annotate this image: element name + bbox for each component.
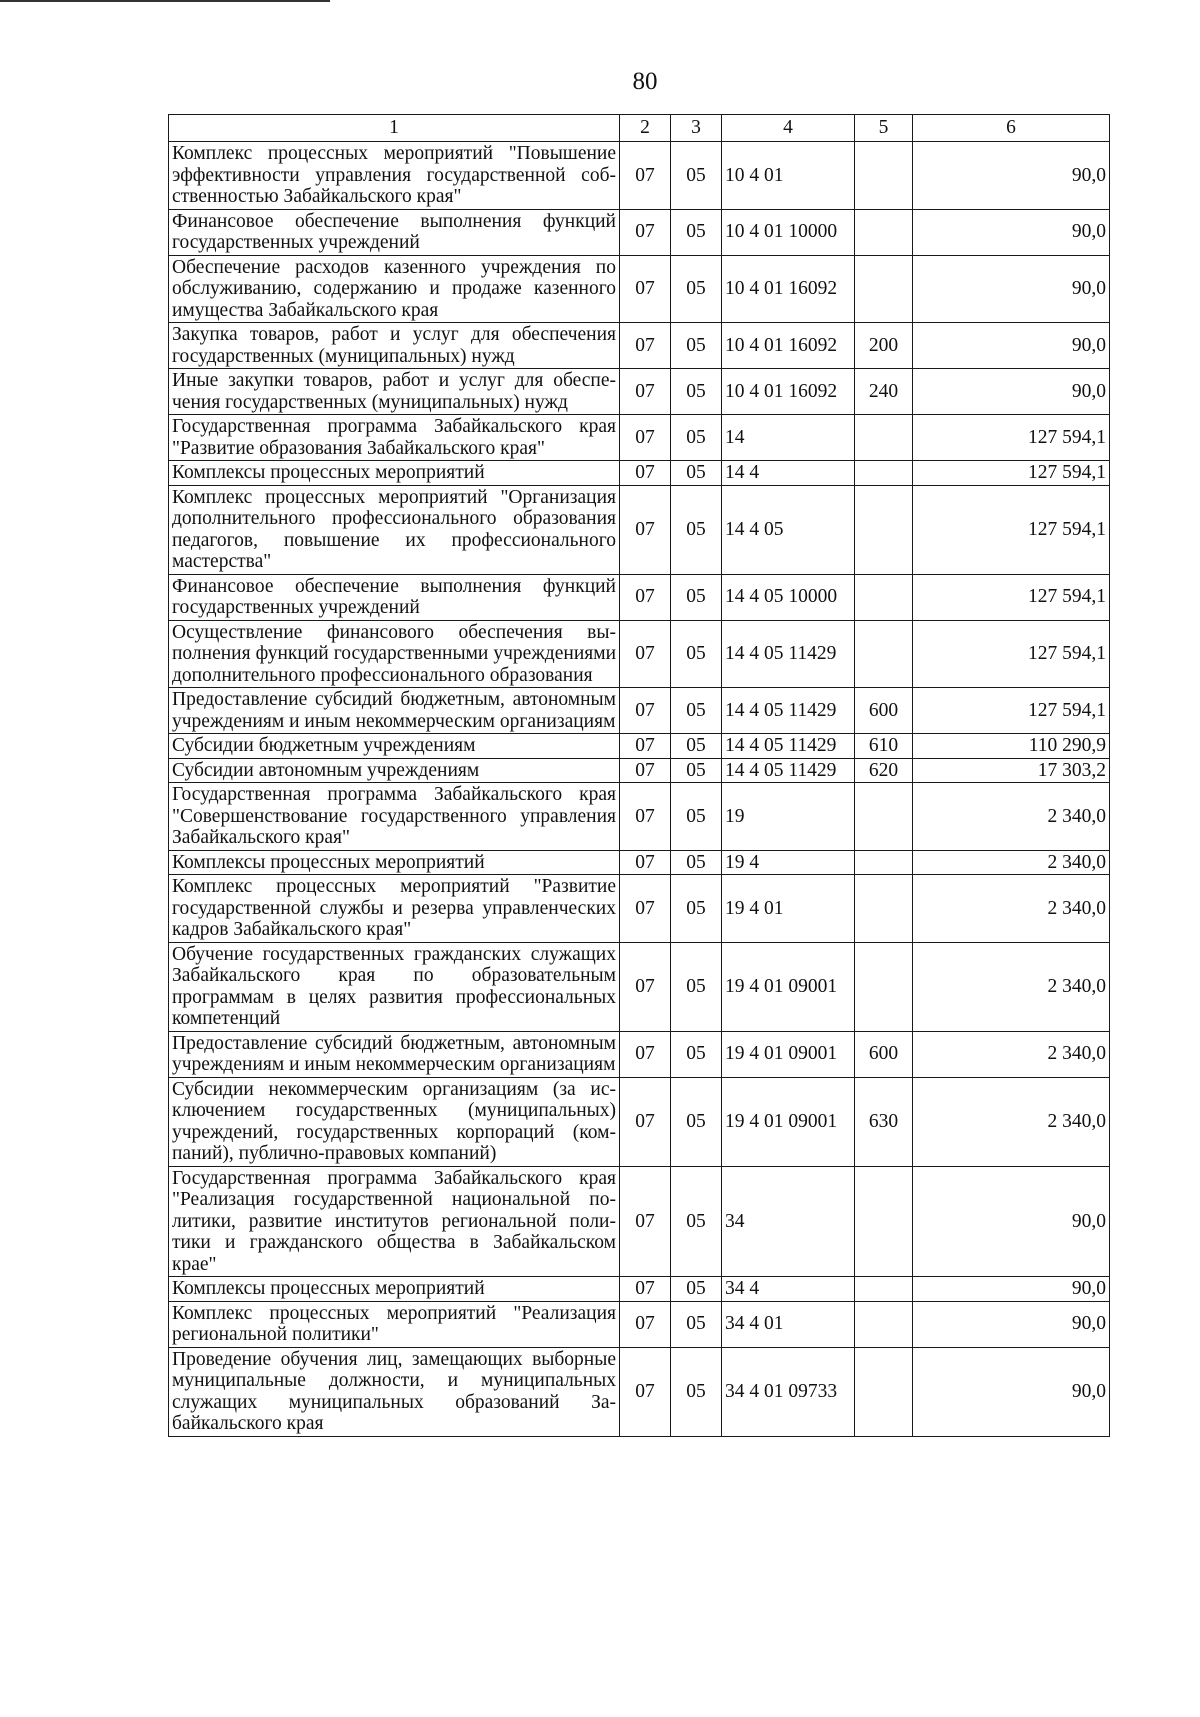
cell-target-article: 14 4 05 11429 xyxy=(722,688,855,734)
cell-name: Комплексы процессных мероприятий xyxy=(169,850,620,875)
cell-target-article: 14 4 05 xyxy=(722,485,855,574)
cell-section: 07 xyxy=(620,485,671,574)
cell-target-article: 19 4 01 xyxy=(722,875,855,943)
cell-section: 07 xyxy=(620,758,671,783)
cell-amount: 90,0 xyxy=(913,1277,1110,1302)
cell-name: Комплекс процессных мероприятий "Развитие государственной службы и резерва управленческих кадров Забайкальского края" xyxy=(169,875,620,943)
cell-section: 07 xyxy=(620,1077,671,1166)
cell-subsection: 05 xyxy=(671,142,722,210)
header-col-4: 4 xyxy=(722,115,855,142)
cell-amount: 2 340,0 xyxy=(913,783,1110,851)
cell-expense-type xyxy=(855,875,913,943)
table-row xyxy=(169,461,1110,486)
cell-amount: 127 594,1 xyxy=(913,574,1110,620)
cell-expense-type: 610 xyxy=(855,734,913,759)
cell-expense-type: 600 xyxy=(855,688,913,734)
cell-section: 07 xyxy=(620,783,671,851)
cell-section: 07 xyxy=(620,574,671,620)
header-row xyxy=(169,115,1110,142)
cell-name: Финансовое обеспечение выполнения функций государственных учреждений xyxy=(169,209,620,255)
cell-name: Комплекс процессных мероприятий "Повышение эффективности управления государственной собственностью Забайкальского края" xyxy=(169,142,620,210)
cell-section: 07 xyxy=(620,875,671,943)
cell-section: 07 xyxy=(620,620,671,688)
table-row xyxy=(169,688,1110,734)
table-row xyxy=(169,415,1110,461)
table-header xyxy=(169,115,1110,142)
cell-subsection: 05 xyxy=(671,461,722,486)
cell-subsection: 05 xyxy=(671,574,722,620)
header-col-2: 2 xyxy=(620,115,671,142)
cell-expense-type xyxy=(855,209,913,255)
cell-name: Государственная программа Забайкальского края "Развитие образования Забайкальского края" xyxy=(169,415,620,461)
table-row xyxy=(169,942,1110,1031)
cell-expense-type xyxy=(855,783,913,851)
cell-section: 07 xyxy=(620,209,671,255)
budget-table xyxy=(168,114,1110,1437)
page-number: 80 xyxy=(632,68,658,95)
cell-name: Государственная программа Забайкальского края "Совершенствование государственного управления Забайкальского края" xyxy=(169,783,620,851)
cell-name: Обеспечение расходов казенного учреждения по обслуживанию, содержанию и продаже казенного имущества Забайкальского края xyxy=(169,255,620,323)
table-row xyxy=(169,574,1110,620)
table-row xyxy=(169,209,1110,255)
cell-amount: 2 340,0 xyxy=(913,1031,1110,1077)
cell-target-article: 34 xyxy=(722,1166,855,1277)
cell-name: Комплекс процессных мероприятий "Организация дополнительного профессионального образования педагогов, повышение их профессионального мастерства" xyxy=(169,485,620,574)
table-row xyxy=(169,783,1110,851)
cell-amount: 17 303,2 xyxy=(913,758,1110,783)
cell-name: Предоставление субсидий бюджетным, автономным учреждениям и иным некоммерческим организациям xyxy=(169,1031,620,1077)
header-col-6: 6 xyxy=(913,115,1110,142)
cell-target-article: 19 4 01 09001 xyxy=(722,1031,855,1077)
cell-section: 07 xyxy=(620,369,671,415)
cell-name: Иные закупки товаров, работ и услуг для обеспечения государственных (муниципальных) нужд xyxy=(169,369,620,415)
cell-target-article: 14 4 xyxy=(722,461,855,486)
table-row xyxy=(169,875,1110,943)
table-row xyxy=(169,1166,1110,1277)
table-body xyxy=(169,142,1110,1437)
cell-amount: 2 340,0 xyxy=(913,875,1110,943)
cell-name: Обучение государственных гражданских служащих Забайкальского края по образовательным программам в целях развития профессиональных компетенций xyxy=(169,942,620,1031)
cell-target-article: 19 4 01 09001 xyxy=(722,1077,855,1166)
cell-section: 07 xyxy=(620,323,671,369)
table-row xyxy=(169,142,1110,210)
cell-name: Осуществление финансового обеспечения выполнения функций государственными учреждениями дополнительного профессионального образования xyxy=(169,620,620,688)
table-row xyxy=(169,1301,1110,1347)
cell-subsection: 05 xyxy=(671,485,722,574)
cell-name: Субсидии некоммерческим организациям (за исключением государственных (муниципальных) учреждений, государственных корпораций (компаний), публично-правовых компаний) xyxy=(169,1077,620,1166)
cell-subsection: 05 xyxy=(671,734,722,759)
table-row xyxy=(169,1347,1110,1436)
table-row xyxy=(169,369,1110,415)
cell-amount: 110 290,9 xyxy=(913,734,1110,759)
cell-subsection: 05 xyxy=(671,783,722,851)
cell-subsection: 05 xyxy=(671,1277,722,1302)
cell-target-article: 34 4 xyxy=(722,1277,855,1302)
cell-amount: 90,0 xyxy=(913,209,1110,255)
cell-section: 07 xyxy=(620,688,671,734)
cell-subsection: 05 xyxy=(671,1031,722,1077)
cell-subsection: 05 xyxy=(671,1166,722,1277)
table-row xyxy=(169,1277,1110,1302)
cell-amount: 127 594,1 xyxy=(913,620,1110,688)
cell-amount: 90,0 xyxy=(913,255,1110,323)
table-row xyxy=(169,850,1110,875)
header-col-5: 5 xyxy=(855,115,913,142)
cell-amount: 90,0 xyxy=(913,1301,1110,1347)
cell-name: Проведение обучения лиц, замещающих выборные муниципальные должности, и муниципальных служащих муниципальных образований Забайкальского края xyxy=(169,1347,620,1436)
cell-section: 07 xyxy=(620,415,671,461)
cell-name: Комплекс процессных мероприятий "Реализация региональной политики" xyxy=(169,1301,620,1347)
cell-subsection: 05 xyxy=(671,875,722,943)
cell-name: Финансовое обеспечение выполнения функций государственных учреждений xyxy=(169,574,620,620)
cell-subsection: 05 xyxy=(671,942,722,1031)
cell-amount: 90,0 xyxy=(913,142,1110,210)
cell-expense-type: 200 xyxy=(855,323,913,369)
cell-subsection: 05 xyxy=(671,850,722,875)
header-col-3: 3 xyxy=(671,115,722,142)
cell-name: Государственная программа Забайкальского края "Реализация государственной национальной политики, развитие институтов региональной политики и гражданского общества в Забайкальском крае" xyxy=(169,1166,620,1277)
scan-artifact-line xyxy=(0,0,330,2)
cell-target-article: 19 4 01 09001 xyxy=(722,942,855,1031)
cell-amount: 127 594,1 xyxy=(913,461,1110,486)
cell-target-article: 19 xyxy=(722,783,855,851)
cell-expense-type xyxy=(855,142,913,210)
cell-expense-type xyxy=(855,1301,913,1347)
table-row xyxy=(169,620,1110,688)
table-row xyxy=(169,323,1110,369)
table-row xyxy=(169,758,1110,783)
cell-amount: 90,0 xyxy=(913,369,1110,415)
cell-amount: 2 340,0 xyxy=(913,850,1110,875)
cell-expense-type xyxy=(855,415,913,461)
cell-target-article: 14 4 05 11429 xyxy=(722,734,855,759)
cell-target-article: 19 4 xyxy=(722,850,855,875)
cell-name: Предоставление субсидий бюджетным, автономным учреждениям и иным некоммерческим организациям xyxy=(169,688,620,734)
cell-section: 07 xyxy=(620,734,671,759)
cell-target-article: 14 4 05 11429 xyxy=(722,620,855,688)
cell-expense-type xyxy=(855,1277,913,1302)
cell-target-article: 10 4 01 10000 xyxy=(722,209,855,255)
cell-subsection: 05 xyxy=(671,758,722,783)
cell-subsection: 05 xyxy=(671,369,722,415)
cell-expense-type xyxy=(855,942,913,1031)
cell-name: Закупка товаров, работ и услуг для обеспечения государственных (муниципальных) нужд xyxy=(169,323,620,369)
cell-target-article: 10 4 01 xyxy=(722,142,855,210)
table-row xyxy=(169,255,1110,323)
cell-target-article: 14 4 05 10000 xyxy=(722,574,855,620)
cell-subsection: 05 xyxy=(671,209,722,255)
cell-subsection: 05 xyxy=(671,620,722,688)
cell-section: 07 xyxy=(620,1166,671,1277)
cell-expense-type: 630 xyxy=(855,1077,913,1166)
cell-expense-type: 600 xyxy=(855,1031,913,1077)
cell-expense-type: 240 xyxy=(855,369,913,415)
cell-subsection: 05 xyxy=(671,1077,722,1166)
cell-target-article: 10 4 01 16092 xyxy=(722,255,855,323)
table-row xyxy=(169,734,1110,759)
cell-section: 07 xyxy=(620,1031,671,1077)
cell-amount: 127 594,1 xyxy=(913,485,1110,574)
cell-expense-type xyxy=(855,461,913,486)
cell-subsection: 05 xyxy=(671,415,722,461)
cell-expense-type xyxy=(855,485,913,574)
cell-section: 07 xyxy=(620,1277,671,1302)
cell-section: 07 xyxy=(620,1301,671,1347)
cell-section: 07 xyxy=(620,850,671,875)
table-row xyxy=(169,485,1110,574)
cell-amount: 90,0 xyxy=(913,1347,1110,1436)
cell-subsection: 05 xyxy=(671,255,722,323)
cell-target-article: 10 4 01 16092 xyxy=(722,323,855,369)
cell-subsection: 05 xyxy=(671,1347,722,1436)
header-col-1: 1 xyxy=(169,115,620,142)
cell-amount: 127 594,1 xyxy=(913,688,1110,734)
cell-section: 07 xyxy=(620,255,671,323)
cell-target-article: 34 4 01 09733 xyxy=(722,1347,855,1436)
cell-section: 07 xyxy=(620,942,671,1031)
cell-subsection: 05 xyxy=(671,323,722,369)
cell-subsection: 05 xyxy=(671,688,722,734)
cell-section: 07 xyxy=(620,142,671,210)
cell-expense-type xyxy=(855,620,913,688)
cell-amount: 127 594,1 xyxy=(913,415,1110,461)
cell-section: 07 xyxy=(620,1347,671,1436)
table-row xyxy=(169,1031,1110,1077)
table-row xyxy=(169,1077,1110,1166)
cell-target-article: 14 xyxy=(722,415,855,461)
cell-subsection: 05 xyxy=(671,1301,722,1347)
cell-name: Комплексы процессных мероприятий xyxy=(169,461,620,486)
cell-expense-type xyxy=(855,255,913,323)
cell-amount: 2 340,0 xyxy=(913,1077,1110,1166)
cell-section: 07 xyxy=(620,461,671,486)
cell-name: Субсидии автономным учреждениям xyxy=(169,758,620,783)
cell-amount: 90,0 xyxy=(913,1166,1110,1277)
cell-amount: 90,0 xyxy=(913,323,1110,369)
cell-target-article: 34 4 01 xyxy=(722,1301,855,1347)
cell-expense-type xyxy=(855,1347,913,1436)
cell-target-article: 10 4 01 16092 xyxy=(722,369,855,415)
cell-name: Субсидии бюджетным учреждениям xyxy=(169,734,620,759)
cell-expense-type xyxy=(855,574,913,620)
cell-target-article: 14 4 05 11429 xyxy=(722,758,855,783)
cell-expense-type xyxy=(855,1166,913,1277)
cell-expense-type xyxy=(855,850,913,875)
cell-amount: 2 340,0 xyxy=(913,942,1110,1031)
cell-expense-type: 620 xyxy=(855,758,913,783)
cell-name: Комплексы процессных мероприятий xyxy=(169,1277,620,1302)
